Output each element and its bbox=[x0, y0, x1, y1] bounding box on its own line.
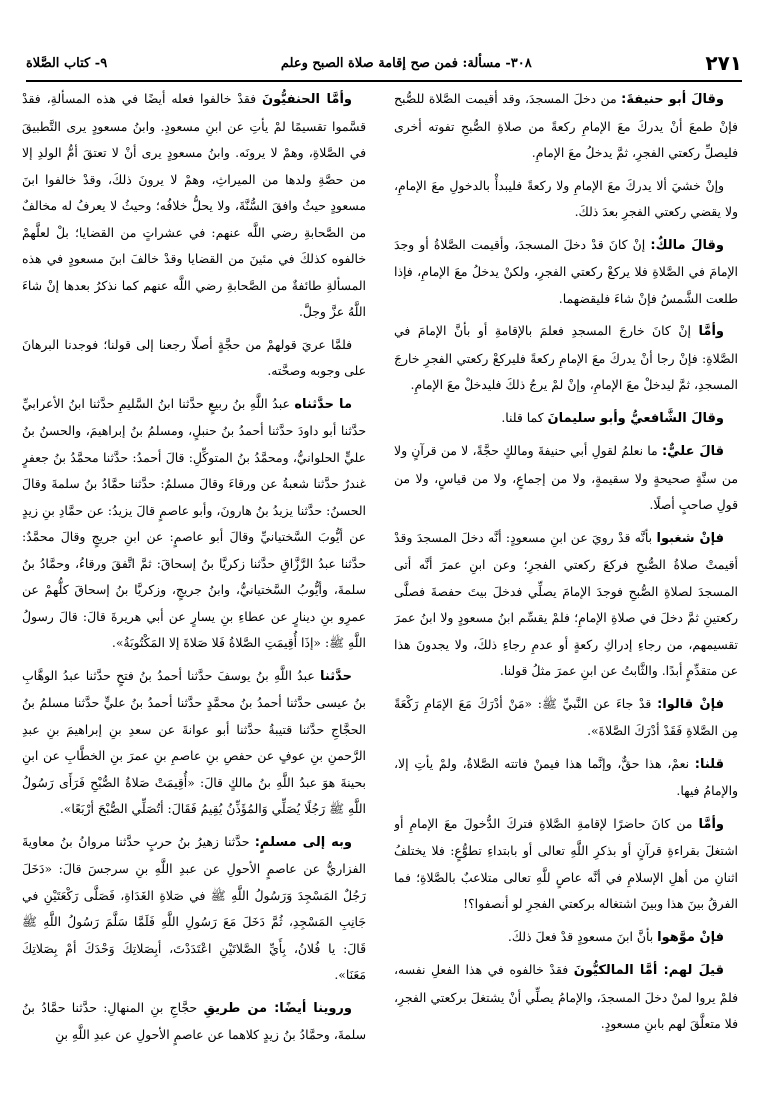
paragraph bbox=[22, 391, 366, 657]
paragraph-text: من كانَ حاضرًا لإقامةِ الصَّلاةِ فتركَ الدُّخولَ معَ الإمامِ أو اشتغلَ بقراءةِ قرآنٍ أو بذكرِ اللَّهِ تعالى أو بابتداءِ تطوُّعٍ: فلا يختلفُ اثنانِ من أهلِ الإسلامِ في أنَّه عاصٍ للَّهِ تعالى متلاعبٌ بالصَّلاةِ؛ فما الفرقُ بينَ هذا وبينَ اشتغاله بركعتي الفجرِ لو أنصفوا؟! bbox=[394, 815, 738, 911]
paragraph-text: عبدُ اللَّهِ بنُ ربيعٍ حدَّثنا ابنُ السَّليمِ حدَّثنا ابنُ الأعرابيِّ حدَّثنا أبو داودَ حدَّثنا أحمدُ بنُ حنبلٍ، ومسلمُ بنُ إبراهيمَ، والحسنُ بنُ عليٍّ الحلوانيُّ، ومحمَّدُ بنُ المتوكِّلِ: قالَ أحمدُ: حدَّثنا محمَّدُ بنُ جعفرٍ غندرٌ حدَّثنا شعبةُ عن ورقاءَ وقالَ مسلمٌ: حدَّثنا حمَّادُ بنُ سلمةَ وقالَ الحسنُ: حدَّثنا يزيدُ بنُ هارونَ، وأبو عاصمٍ قالَ يزيدُ: عن حمَّادِ بنِ زيدٍ عن أيُّوبَ السَّختيانيِّ وقالَ أبو عاصمٍ: عن ابنِ جريجٍ وقالَ محمَّدٌ: حدَّثنا عبدُ الرَّزَّاقِ حدَّثنا زكريَّا بنُ إسحاقَ: ثمَّ اتَّفقَ ورقاءُ، وحمَّادُ بنُ سلمةَ، وأيُّوبُ السَّختيانيُّ، وابنُ جريجٍ، وزكريَّا بنُ إسحاقَ كلُّهمْ عن عمرِو بنِ دينارٍ عن عطاءِ بنِ يسارٍ عن أبي هريرةَ قالَ: قالَ رسولُ اللَّهِ ﷺ: «إذَا أُقِيمَتِ الصَّلاةُ فَلا صَلاةَ إلا المَكْتُوبَةُ». bbox=[22, 395, 366, 650]
paragraph bbox=[394, 405, 738, 433]
paragraph bbox=[22, 995, 366, 1049]
paragraph bbox=[22, 663, 366, 823]
paragraph-lead: فإنْ قالوا: bbox=[657, 696, 724, 712]
paragraph bbox=[22, 86, 366, 326]
paragraph-lead: وروينا أيضًا: من طريقِ bbox=[203, 1000, 352, 1016]
paragraph bbox=[394, 86, 738, 167]
paragraph bbox=[394, 957, 738, 1038]
page-header bbox=[26, 46, 742, 82]
paragraph bbox=[394, 438, 738, 519]
running-title: ٣٠٨- مسألة: فمن صح إقامة صلاة الصبح وعلم bbox=[280, 55, 532, 71]
paragraph-lead: وقالَ أبو حنيفةَ: bbox=[621, 92, 724, 107]
paragraph-text: حجَّاجِ بنِ المنهالِ: حدَّثنا حمَّادُ بنُ سلمةَ، وحمَّادُ بنُ زيدٍ كلاهما عن عاصمٍ الأحولِ عن عبدِ اللَّهِ بنِ bbox=[22, 999, 366, 1042]
page-number: ٢٧١ bbox=[705, 51, 742, 75]
paragraph bbox=[22, 829, 366, 989]
paragraph bbox=[22, 332, 366, 385]
paragraph-text: وإنْ خشيَ ألا يدركَ معَ الإمامِ ولا ركعةً فليبدأْ بالدخولِ معَ الإمامِ، ولا يقضي ركعتي الفجرِ بعدَ ذلكَ. bbox=[394, 177, 738, 219]
paragraph-lead: ما حدَّثناه bbox=[294, 396, 352, 412]
paragraph-text: من دخلَ المسجدَ، وقد أقيمت الصَّلاة للصُّبح فإنْ طمعَ أنْ يدركَ معَ الإمامِ ركعةً من صلاةِ الصُّبحِ تفوته أخرى فليصلِّ ركعتي الفجرِ، ثمَّ يدخلُ معَ الإمامِ. bbox=[394, 91, 738, 160]
paragraph-lead: قلنا: bbox=[694, 756, 724, 772]
paragraph bbox=[394, 318, 738, 399]
paragraph-text: عبدُ اللَّهِ بنُ يوسفَ حدَّثنا أحمدُ بنُ فتحٍ حدَّثنا عبدُ الوهَّابِ بنُ عيسى حدَّثنا أحمدُ بنُ محمَّدٍ حدَّثنا أحمدُ بنُ عليٍّ حدَّثنا مسلمُ بنُ الحجَّاجِ حدَّثنا قتيبةُ حدَّثنا أبو عوانةَ عن سعدِ بنِ إبراهيمَ بنِ عبدِ الرَّحمنِ بنِ عوفٍ عن حفصِ بنِ عاصمِ بنِ عمرَ بنِ الخطَّابِ عن ابنِ بحينةَ هوَ عبدُ اللَّهِ بنُ مالكٍ قالَ: «أُقِيمَتْ صَلاةُ الصُّبْحِ فَرَأَى رَسُولُ اللَّهِ ﷺ رَجُلًا يُصَلِّي وَالمُؤَذِّنُ يُقِيمُ فَقَالَ: أتُصَلِّي الصُّبْحَ أرْبَعًا». bbox=[22, 667, 366, 816]
paragraph-lead: قالَ عليٌّ: bbox=[661, 444, 724, 459]
paragraph bbox=[394, 232, 738, 313]
paragraph-text: نعمْ، هذا حقٌّ، وإنَّما هذا فيمنْ فاتته الصَّلاةُ، ولمْ يأتِ إلا، والإمامُ فيها. bbox=[394, 755, 738, 798]
paragraph-lead: وقالَ الشَّافعيُّ وأبو سليمانَ bbox=[547, 410, 724, 426]
paragraph-text: ما نعلمُ لقولِ أبي حنيفةَ ومالكٍ حجَّةً، لا من قرآنٍ ولا من سنَّةٍ صحيحةٍ ولا سقيمةٍ، ولا من إجماعٍ، ولا من قياسٍ، ولا من قولِ صاحبٍ أصلًا. bbox=[394, 443, 738, 512]
paragraph-text: فلمَّا عريَ قولهمْ من حجَّةٍ أصلًا رجعنا إلى قولنا؛ فوجدنا البرهانَ على وجوبه وصحَّته. bbox=[22, 336, 366, 378]
paragraph-text: إنْ كانَ قدْ دخلَ المسجدَ، وأقيمت الصَّلاةُ أو وجدَ الإمامَ في الصَّلاةِ فلا يركعْ ركعتي الفجرِ، ولكنْ يدخلُ معَ الإمامِ، فإذا طلعت الشَّمسُ فإنْ شاءَ فليقضهما. bbox=[394, 236, 738, 306]
paragraph-text: بأنَّه قدْ رويَ عن ابنِ مسعودٍ: أنَّه دخلَ المسجدَ وقدْ أقيمتْ صلاةُ الصُّبحِ فركعَ ركعتي الفجرِ؛ وعن ابنِ عمرَ أنَّه أتى المسجدَ لصلاةِ الصُّبحِ فوجدَ الإمامَ يصلِّي فدخلَ بيتَ حفصةَ فصلَّى ركعتينِ ثمَّ دخلَ في صلاةِ الإمامِ؛ فلمْ يقسِّم ابنُ مسعودٍ ولا ابنُ عمرَ تقسيمهم، من رجاءِ إدراكِ ركعةٍ أو عدمِ رجاءِ ذلكَ، ولا يجدونَ هذا عن متقدِّمٍ أبدًا. والثَّابتُ عن ابنِ عمرَ مثلُ قولنا. bbox=[394, 529, 738, 678]
paragraph bbox=[394, 525, 738, 685]
paragraph bbox=[394, 811, 738, 918]
paragraph bbox=[394, 691, 738, 745]
paragraph-lead: قيلَ لهم: أمَّا المالكيُّونَ bbox=[573, 963, 724, 978]
paragraph-text: قدْ جاءَ عن النَّبيِّ ﷺ: «مَنْ أدْرَكَ مَعَ الإمَامِ رَكْعَةً مِن الصَّلاةِ فَقَدْ أدْرَكَ الصَّلاةَ». bbox=[394, 695, 738, 738]
paragraph-text: حدَّثنا زهيرُ بنُ حربٍ حدَّثنا مروانُ بنُ معاويةَ الفزاريُّ عن عاصمٍ الأحولِ عن عبدِ اللَّهِ بنِ سرجسَ قالَ: «دَخَلَ رَجُلٌ المَسْجِدَ وَرَسُولُ اللَّهِ ﷺ في صَلاةِ الغَدَاةِ، فَصَلَّى رَكْعَتَيْنِ في جَانِبِ المَسْجِدِ، ثُمَّ دَخَلَ مَعَ رَسُولِ اللَّهِ فَلَمَّا سَلَّمَ رَسُولُ اللَّهِ ﷺ قَالَ: يا فُلانُ، بِأَيِّ الصَّلاتَيْنِ اعْتَدَدْتَ، أبِصَلاتِكَ وَحْدَكَ أمْ بِصَلاتِكَ مَعَنَا». bbox=[22, 833, 366, 982]
paragraph-text: إنْ كانَ خارجَ المسجدِ فعلمَ بالإقامةِ أو بأنَّ الإمامَ في الصَّلاةِ: فإنْ رجا أنْ يدركَ معَ الإمامِ ركعةً فليركعْ ركعتي الفجرِ خارجَ المسجدِ، ثمَّ ليدخلْ معَ الإمامِ، وإنْ لمْ يرجُ ذلكَ فليدخلْ معَ الإمامِ. bbox=[394, 323, 738, 392]
paragraph-lead: فإنْ موَّهوا bbox=[657, 929, 724, 945]
paragraph-lead: وأمَّا bbox=[698, 324, 724, 339]
paragraph-lead: وبه إلى مسلمٍ: bbox=[254, 834, 352, 850]
book-title: ٩- كتاب الصَّلاة bbox=[26, 55, 108, 71]
paragraph-lead: وأمَّا الحنفيُّونَ bbox=[262, 92, 352, 107]
paragraph bbox=[394, 924, 738, 952]
paragraph-lead: وأمَّا bbox=[698, 816, 724, 832]
left-column bbox=[22, 86, 366, 1091]
right-column bbox=[394, 86, 738, 1091]
paragraph-lead: حدَّثنا bbox=[320, 668, 352, 684]
paragraph-text: بأنَّ ابنَ مسعودٍ قدْ فعلَ ذلكَ. bbox=[507, 928, 654, 944]
paragraph-lead: فإنْ شغبوا bbox=[656, 530, 724, 546]
paragraph bbox=[394, 751, 738, 805]
paragraph-lead: وقالَ مالكٌ: bbox=[650, 237, 724, 253]
paragraph-text: فقدْ خالفوه في هذا الفعلِ نفسه، فلمْ يروا لمنْ دخلَ المسجدَ، والإمامُ يصلِّي أنْ يشتغلَ بركعتي الفجرِ، فلا متعلَّقَ لهم بابنِ مسعودٍ. bbox=[394, 962, 738, 1031]
paragraph bbox=[394, 173, 738, 226]
paragraph-text: كما قلنا. bbox=[501, 409, 544, 425]
paragraph-text: فقدْ خالفوا فعله أيضًا في هذه المسألةِ، فقدْ قسَّموا تقسيمًا لمْ يأتِ عن ابنِ مسعودٍ. وابنُ مسعودٍ يرى التَّطبيقَ في الصَّلاةِ، وهمْ لا يرونَه. وابنُ مسعودٍ يرى أنْ لا تعتقَ أمُّ الولدِ إلا من حصَّةِ ولدها من الميراثِ، وهمْ لا يرونَ ذلكَ، وقدْ خالفوا ابنَ مسعودٍ حيثُ وافقَ السُّنَّةَ، ولا يحلُّ خلافُه؛ وحيثُ لا يعرفُ له مخالفٌ من الصَّحابةِ رضي اللَّه عنهم: في عشراتٍ من القضايا؛ بلْ لعلَّهمْ خالفوه كذلكَ في مئينَ من القضايا وقدْ خالفَ ابنَ مسعودٍ في هذه المسألةِ طائفةٌ من الصَّحابةِ رضي اللَّه عنهم كما نذكرُ بعدها إنْ شاءَ اللَّهُ عزَّ وجلَّ. bbox=[22, 91, 366, 319]
